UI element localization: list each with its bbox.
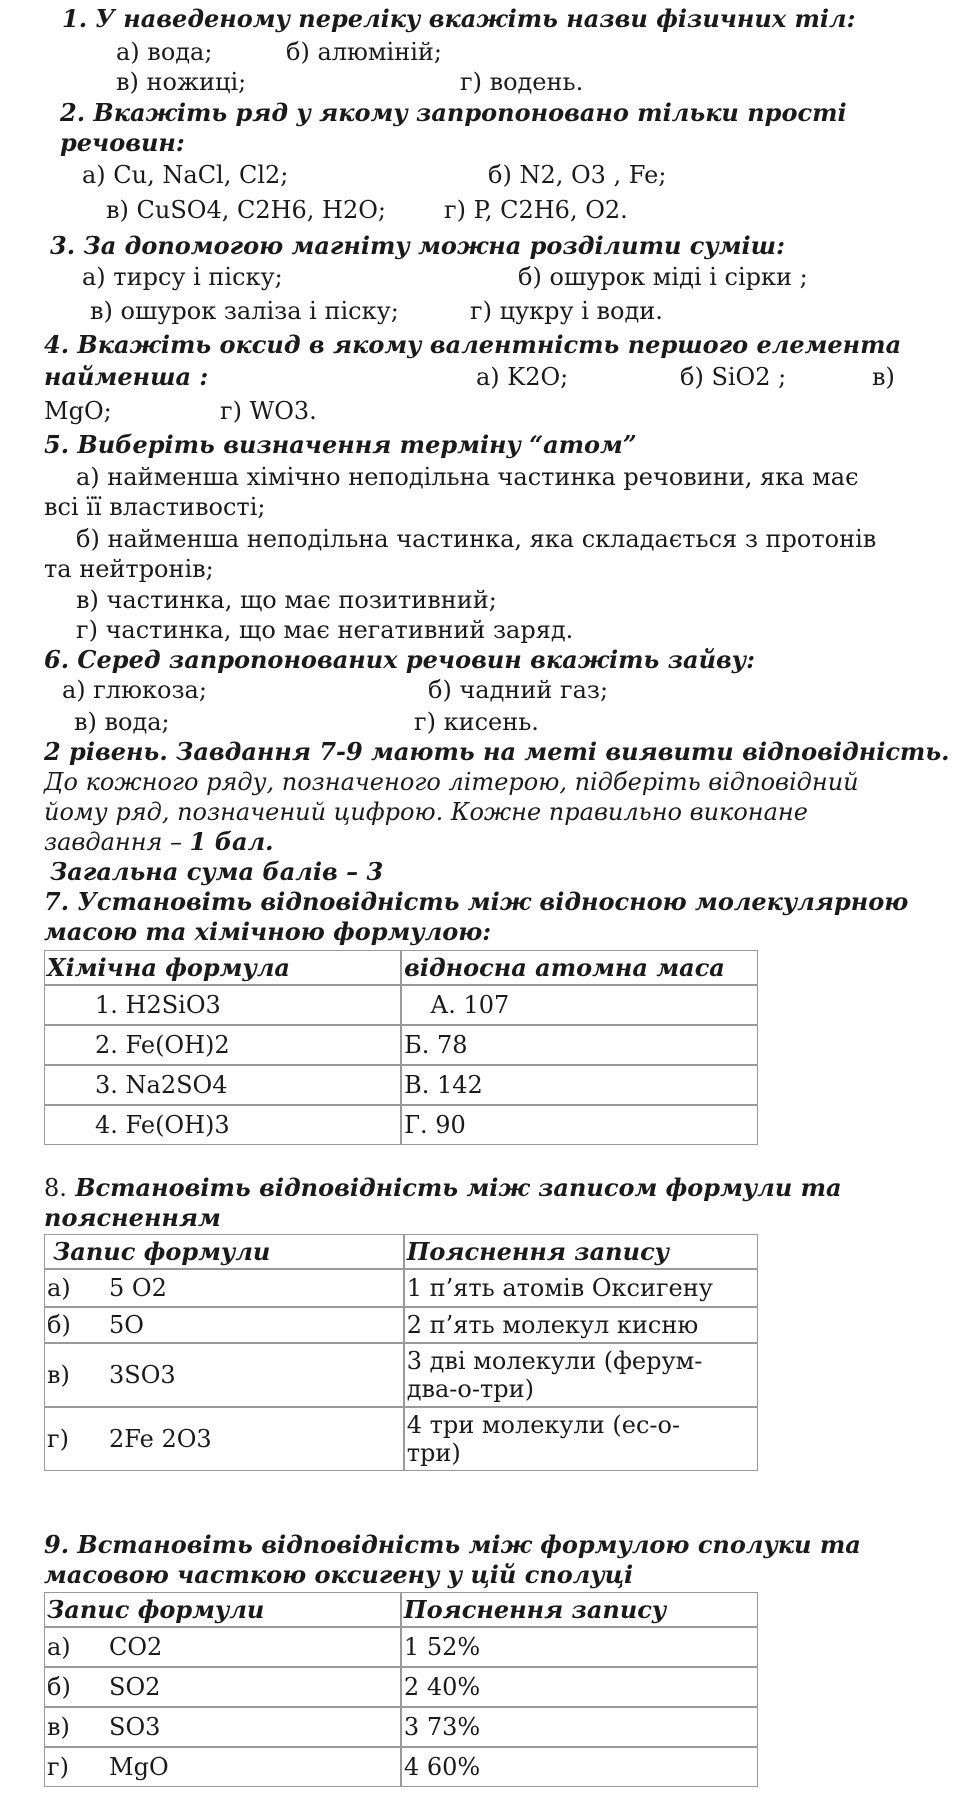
q9-title-line1: 9. Встановіть відповідність між формулою сполуки та [44,1530,861,1559]
q6-option-v: в) вода; [74,708,170,736]
q8-formula-cell [44,1343,404,1407]
row-letter: в) [47,1713,70,1741]
q4-option-g: г) WO3. [220,397,317,425]
q7-mass-cell: А. 107 [401,985,758,1025]
table-row [44,1667,758,1707]
q9-table [44,1592,758,1787]
formula-text: 5O [109,1311,144,1339]
q1-option-b: б) алюміній; [286,38,442,66]
row-letter: а) [47,1633,71,1661]
q9-formula-cell [44,1627,401,1667]
q8-formula-cell [44,1307,404,1343]
q5-option-g: г) частинка, що має негативний заряд. [76,616,574,644]
q7-formula-cell: 1. H2SiO3 [44,985,401,1025]
row-letter: в) [47,1361,70,1389]
q5-option-a-line1: а) найменша хімічно неподільна частинка речовини, яка має [76,463,859,491]
q2-option-a: а) Cu, NaCl, Cl2; [82,161,289,189]
q6-option-g: г) кисень. [414,708,539,736]
q8-explanation-cell [404,1343,758,1407]
q9-formula-cell [44,1667,401,1707]
q1-option-a: а) вода; [116,38,213,66]
q8-formula-cell [44,1269,404,1307]
explanation-line: три) [406,1439,461,1467]
q7-header-formula: Хімічна формула [44,950,401,985]
q6-option-b: б) чадний газ; [428,676,609,704]
level2-desc-line2: йому ряд, позначений цифрою. Кожне правильно виконане [44,798,808,826]
q1-title: 1. У наведеному переліку вкажіть назви фізичних тіл: [62,4,856,33]
formula-text: 3SO3 [109,1361,176,1389]
level2-desc-text: завдання – [44,828,190,856]
q4-option-v-label: в) [872,363,895,391]
table-header-row [44,950,758,985]
q8-title-line2: поясненням [44,1203,221,1232]
formula-text: SO2 [109,1673,161,1701]
q8-header-formula: Запис формули [44,1234,404,1269]
q2-title-line2: речовин: [60,128,185,157]
q2-option-b: б) N2, O3 , Fe; [488,161,667,189]
q7-mass-cell: В. 142 [401,1065,758,1105]
q1-option-g: г) водень. [460,68,584,96]
q7-mass-cell: Б. 78 [401,1025,758,1065]
q9-value-cell: 3 73% [401,1707,758,1747]
q9-value-cell: 1 52% [401,1627,758,1667]
formula-text: 5 O2 [109,1274,167,1302]
formula-text: SO3 [109,1713,161,1741]
explanation-line: два-о-три) [406,1375,534,1403]
table-row [44,1747,758,1787]
level2-desc-line1: До кожного ряду, позначеного літерою, підберіть відповідний [44,768,859,796]
q2-option-g: г) P, C2H6, O2. [444,196,628,224]
q4-title-line1: 4. Вкажіть оксид в якому валентність першого елемента [44,330,902,359]
table-header-row [44,1234,758,1269]
q1-option-v: в) ножиці; [116,68,247,96]
q4-option-v-value: MgO; [44,397,112,425]
formula-text: MgO [109,1753,169,1781]
q9-formula-cell [44,1747,401,1787]
formula-text: CO2 [109,1633,163,1661]
q5-title: 5. Виберіть визначення терміну “атом” [44,430,637,459]
row-letter: а) [47,1274,71,1302]
q7-title-line2: масою та хімічною формулою: [44,917,492,946]
q8-number: 8. [44,1174,67,1202]
q5-option-b-line2: та нейтронів; [44,555,214,583]
q8-explanation-cell: 2 п’ять молекул кисню [404,1307,758,1343]
row-letter: г) [47,1753,69,1781]
table-row [44,1627,758,1667]
table-row [44,985,758,1025]
explanation-line: 3 дві молекули (ферум- [406,1347,703,1375]
table-row [44,1407,758,1471]
table-row [44,1269,758,1307]
q7-table [44,950,758,1145]
table-row [44,1025,758,1065]
level2-total: Загальна сума балів – 3 [50,857,384,886]
row-letter: б) [47,1673,71,1701]
q9-title-line2: масовою часткою оксигену у цій сполуці [44,1560,634,1589]
q7-title-line1: 7. Установіть відповідність між відносною молекулярною [44,887,909,916]
q3-option-v: в) ошурок заліза і піску; [90,297,399,325]
formula-text: 2Fe 2O3 [109,1425,212,1453]
table-row [44,1307,758,1343]
level2-title: 2 рівень. Завдання 7-9 мають на меті виявити відповідність. [44,737,950,766]
table-row [44,1065,758,1105]
explanation-line: 4 три молекули (ес-о- [406,1411,681,1439]
q5-option-b-line1: б) найменша неподільна частинка, яка складається з протонів [76,525,877,553]
q9-formula-cell [44,1707,401,1747]
table-row [44,1105,758,1145]
q4-option-b: б) SiO2 ; [680,363,787,391]
q5-option-v: в) частинка, що має позитивний; [76,586,497,614]
q7-formula-cell: 4. Fe(OH)3 [44,1105,401,1145]
row-letter: г) [47,1425,69,1453]
q9-value-cell: 2 40% [401,1667,758,1707]
q2-option-v: в) CuSO4, C2H6, H2O; [106,196,387,224]
q9-header-formula: Запис формули [44,1592,401,1627]
q4-option-a: а) K2O; [476,363,569,391]
q9-header-explanation: Пояснення запису [401,1592,758,1627]
q5-option-a-line2: всі її властивості; [44,493,266,521]
q8-table [44,1234,758,1471]
q8-formula-cell [44,1407,404,1471]
q8-title-text: Встановіть відповідність між записом формули та [66,1173,842,1202]
q6-option-a: а) глюкоза; [62,676,207,704]
q7-formula-cell: 2. Fe(OH)2 [44,1025,401,1065]
q8-explanation-cell: 1 п’ять атомів Оксигену [404,1269,758,1307]
q7-header-mass: відносна атомна маса [401,950,758,985]
q8-title-line1 [44,1173,842,1203]
table-row [44,1707,758,1747]
table-header-row [44,1592,758,1627]
q2-title-line1: 2. Вкажіть ряд у якому запропоновано тільки прості [60,98,847,127]
q7-formula-cell: 3. Na2SO4 [44,1065,401,1105]
q7-mass-cell: Г. 90 [401,1105,758,1145]
q8-explanation-cell [404,1407,758,1471]
q3-option-a: а) тирсу і піску; [82,263,283,291]
q3-option-g: г) цукру і води. [470,297,663,325]
q8-header-explanation: Пояснення запису [404,1234,758,1269]
q6-title: 6. Серед запропонованих речовин вкажіть зайву: [44,645,756,674]
q9-value-cell: 4 60% [401,1747,758,1787]
q3-option-b: б) ошурок міді і сірки ; [518,263,808,291]
table-row [44,1343,758,1407]
q4-title-line2: найменша : [44,362,209,391]
level2-desc-line3 [44,827,274,857]
row-letter: б) [47,1311,71,1339]
q3-title: 3. За допомогою магніту можна розділити суміш: [50,231,785,260]
level2-desc-points: 1 бал. [189,827,274,856]
